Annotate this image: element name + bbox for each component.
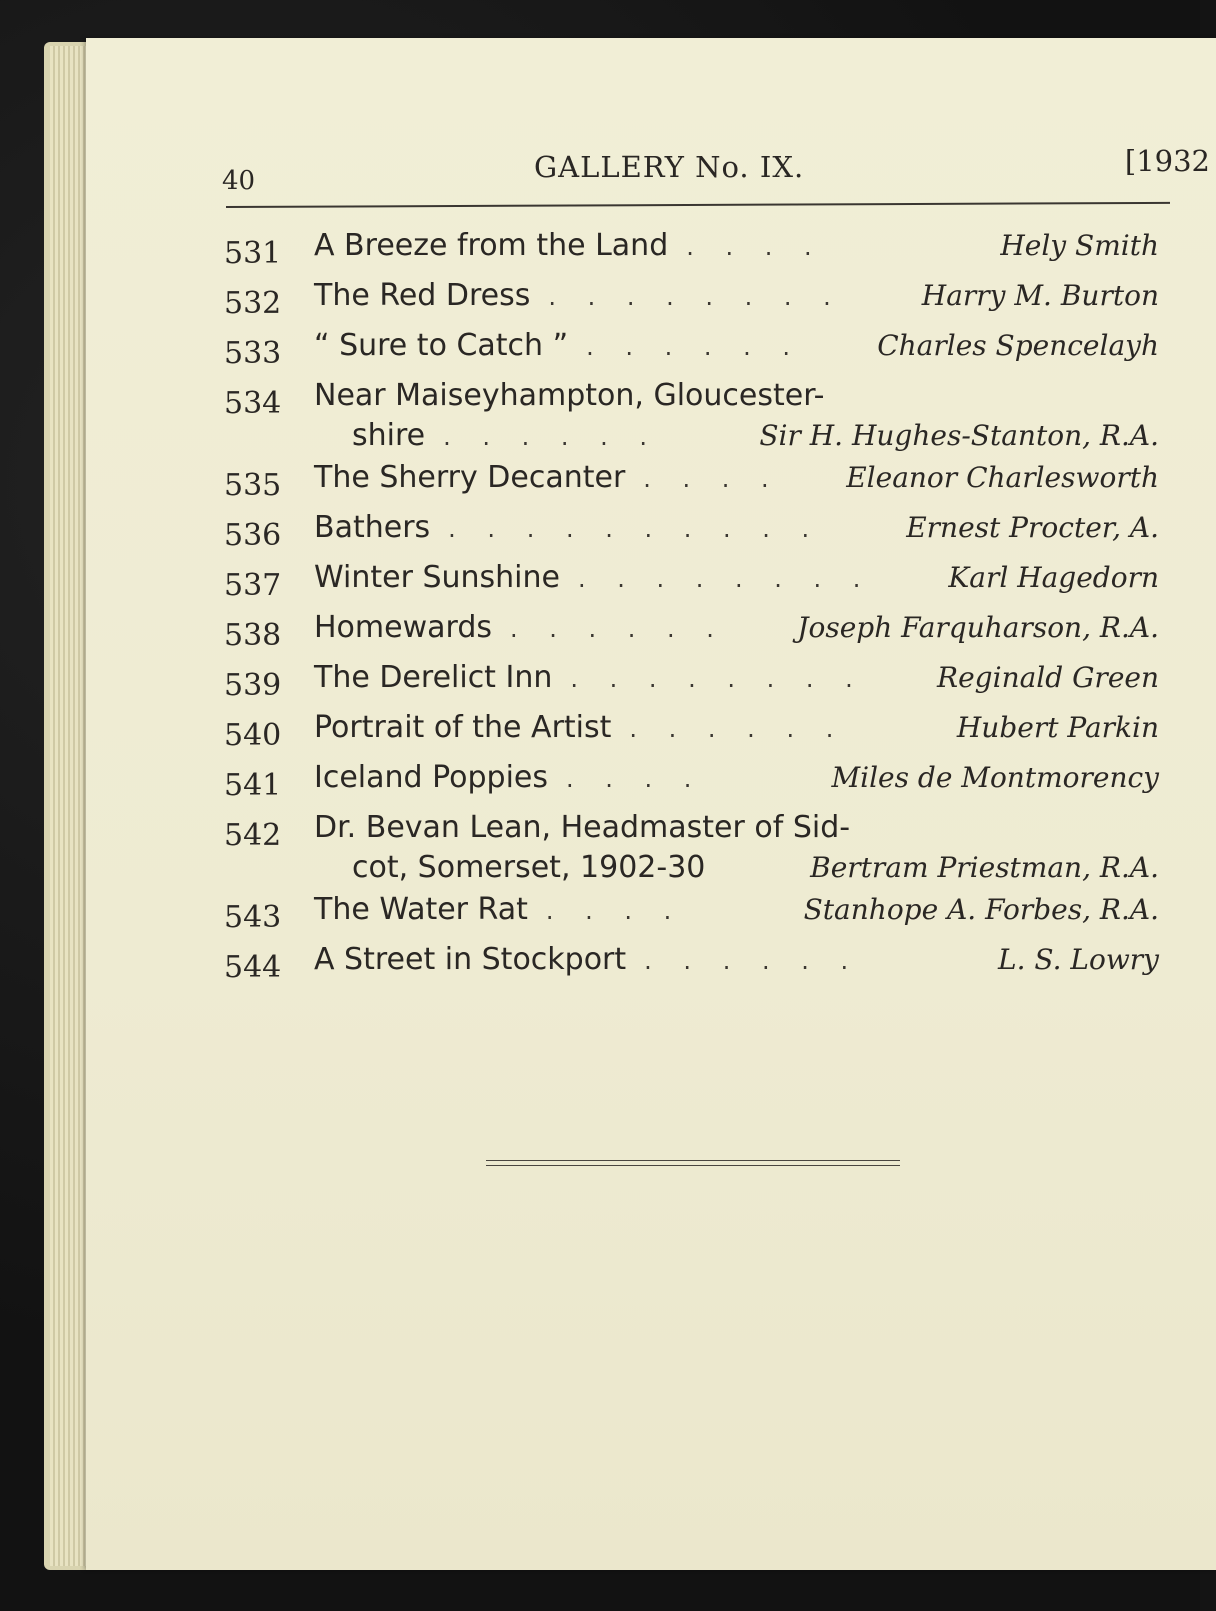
entry-number: 533	[224, 336, 282, 371]
entry-list	[224, 226, 1159, 990]
entry-title: Portrait of the Artist	[314, 710, 612, 745]
leader-dots: . . . . . .	[629, 715, 846, 743]
entry-title: Homewards	[314, 610, 492, 645]
leader-dots: . . . . . . . .	[577, 565, 873, 593]
entry-artist: Charles Spencelayh	[877, 329, 1159, 362]
entry-number: 538	[224, 618, 282, 653]
entry-number: 543	[224, 900, 282, 935]
entry-542	[224, 808, 1159, 890]
entry-artist: L. S. Lowry	[998, 943, 1159, 976]
leader-dots: . . . . . .	[443, 423, 660, 451]
leader-dots: . . . . . .	[586, 333, 803, 361]
entry-artist: Hely Smith	[1000, 229, 1159, 262]
entry-title: The Derelict Inn	[314, 660, 553, 695]
entry-title: Dr. Bevan Lean, Headmaster of Sid-	[314, 810, 851, 845]
entry-number: 532	[224, 286, 282, 321]
entry-number: 535	[224, 468, 282, 503]
running-title: GALLERY No. IX.	[534, 150, 805, 184]
entry-number: 537	[224, 568, 282, 603]
entry-534	[224, 376, 1159, 458]
entry-number: 541	[224, 768, 282, 803]
entry-536	[224, 508, 1159, 558]
entry-539	[224, 658, 1159, 708]
leader-dots: . . . .	[686, 233, 824, 261]
leader-dots: . . . . . .	[644, 947, 861, 975]
entry-number: 542	[224, 818, 282, 853]
entry-number: 534	[224, 386, 282, 421]
entry-artist: Bertram Priestman, R.A.	[810, 851, 1159, 884]
entry-title: Iceland Poppies	[314, 760, 548, 795]
entry-number: 531	[224, 236, 282, 271]
entry-number: 539	[224, 668, 282, 703]
header-rule	[226, 202, 1170, 208]
page-number: 40	[222, 166, 256, 196]
leader-dots: . . . .	[643, 465, 781, 493]
entry-artist: Miles de Montmorency	[831, 761, 1159, 794]
entry-number: 544	[224, 950, 282, 985]
leader-dots: . . . . . .	[510, 615, 726, 643]
entry-artist: Reginald Green	[937, 661, 1159, 694]
entry-538	[224, 608, 1159, 658]
entry-title: “ Sure to Catch ”	[314, 328, 569, 363]
leader-dots: . . . .	[545, 897, 684, 925]
entry-artist: Joseph Farquharson, R.A.	[797, 611, 1159, 644]
leader-dots: . . . . . . . . . .	[448, 515, 822, 543]
entry-artist: Ernest Procter, A.	[906, 511, 1159, 544]
entry-532	[224, 276, 1159, 326]
entry-531	[224, 226, 1159, 276]
section-end-rule	[486, 1160, 900, 1166]
entry-543	[224, 890, 1159, 940]
entry-artist: Harry M. Burton	[921, 279, 1159, 312]
entry-title-continued: shire	[352, 418, 426, 453]
leader-dots: . . . . . . . .	[570, 665, 865, 693]
entry-title: The Water Rat	[314, 892, 528, 927]
entry-artist: Hubert Parkin	[956, 711, 1159, 744]
entry-533	[224, 326, 1159, 376]
entry-number: 536	[224, 518, 282, 553]
entry-title: A Breeze from the Land	[314, 228, 669, 263]
entry-title: The Sherry Decanter	[314, 460, 626, 495]
entry-artist: Sir H. Hughes-Stanton, R.A.	[759, 419, 1159, 452]
year-mark: [1932	[1124, 144, 1210, 178]
entry-540	[224, 708, 1159, 758]
entry-title: A Street in Stockport	[314, 942, 627, 977]
entry-number: 540	[224, 718, 282, 753]
entry-title: Near Maiseyhampton, Gloucester-	[314, 378, 825, 413]
leader-dots: . . . .	[566, 765, 704, 793]
entry-535	[224, 458, 1159, 508]
entry-544	[224, 940, 1159, 990]
entry-537	[224, 558, 1159, 608]
entry-artist: Karl Hagedorn	[948, 561, 1159, 594]
leader-dots: . . . . . . . .	[548, 283, 843, 311]
entry-artist: Eleanor Charlesworth	[846, 461, 1159, 494]
entry-541	[224, 758, 1159, 808]
catalogue-page	[86, 38, 1216, 1570]
entry-title-continued: cot, Somerset, 1902-30	[352, 850, 706, 885]
entry-artist: Stanhope A. Forbes, R.A.	[803, 893, 1159, 926]
entry-title: Winter Sunshine	[314, 560, 560, 595]
entry-title: The Red Dress	[314, 278, 531, 313]
entry-title: Bathers	[314, 510, 431, 545]
